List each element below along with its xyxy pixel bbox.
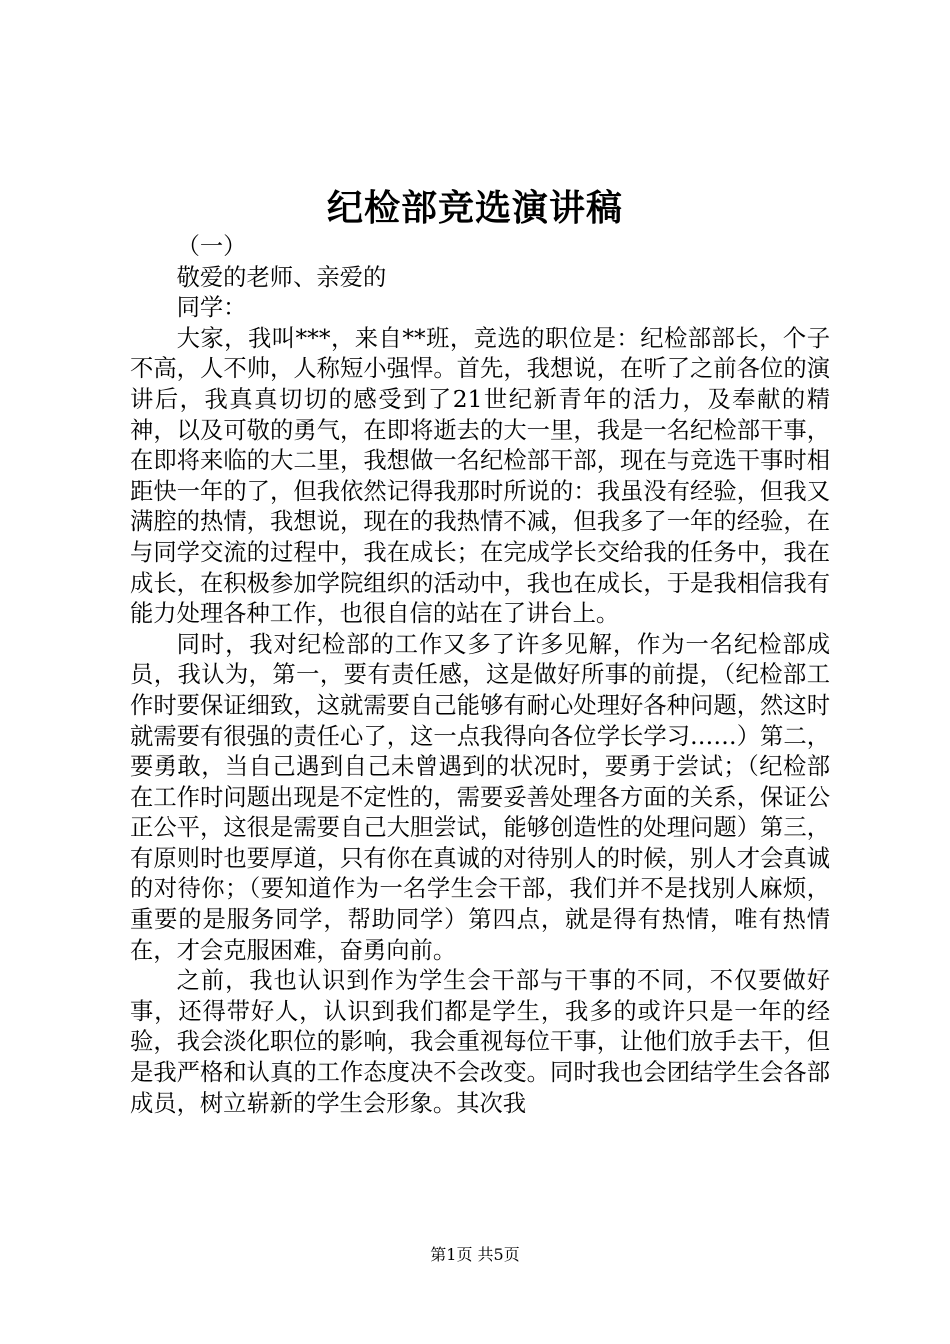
body-paragraph: 同时，我对纪检部的工作又多了许多见解，作为一名纪检部成员，我认为，第一，要有责任感，这是做好所事的前提，（纪检部工作时要保证细致，这就需要自己能够有耐心处理好各种问题，然这时就需要有很强的责任心了，这一点我得向各位学长学习……）第二，要勇敢，当自己遇到自己未曾遇到的状况时，要勇于尝试；（纪检部在工作时问题出现是不定性的，需要妥善处理各方面的关系，保证公正公平，这很是需要自己大胆尝试，能够创造性的处理问题）第三，有原则时也要厚道，只有你在真诚的对待别人的时候，别人才会真诚的对待你；（要知道作为一名学生会干部，我们并不是找别人麻烦，重要的是服务同学，帮助同学）第四点，就是得有热情，唯有热情在，才会克服困难，奋勇向前。 [130, 630, 830, 964]
page-footer: 第1页 共5页 [430, 1245, 520, 1264]
body-paragraph: 大家，我叫***，来自**班，竞选的职位是：纪检部部长，个子不高，人不帅，人称短小强悍。首先，我想说，在听了之前各位的演讲后，我真真切切的感受到了21世纪新青年的活力，及奉献的精神，以及可敬的勇气，在即将逝去的大一里，我是一名纪检部干事，在即将来临的大二里，我想做一名纪检部干部，现在与竞选干事时相距快一年的了，但我依然记得我那时所说的：我虽没有经验，但我又满腔的热情，我想说，现在的我热情不减，但我多了一年的经验，在与同学交流的过程中，我在成长；在完成学长交给我的任务中，我在成长，在积极参加学院组织的活动中，我也在成长，于是我相信我有能力处理各种工作，也很自信的站在了讲台上。 [130, 324, 830, 628]
salutation-line-continued: 同学： [176, 294, 247, 322]
section-marker: （一） [176, 233, 247, 260]
document-title: 纪检部竞选演讲稿 [326, 187, 623, 229]
body-paragraph: 之前，我也认识到作为学生会干部与干事的不同，不仅要做好事，还得带好人，认识到我们都是学生，我多的或许只是一年的经验，我会淡化职位的影响，我会重视每位干事，让他们放手去干，但是我严格和认真的工作态度决不会改变。同时我也会团结学生会各部成员，树立崭新的学生会形象。其次我 [130, 967, 830, 1117]
salutation-line: 敬爱的老师、亲爱的 [176, 263, 387, 291]
document-body [130, 232, 830, 1119]
